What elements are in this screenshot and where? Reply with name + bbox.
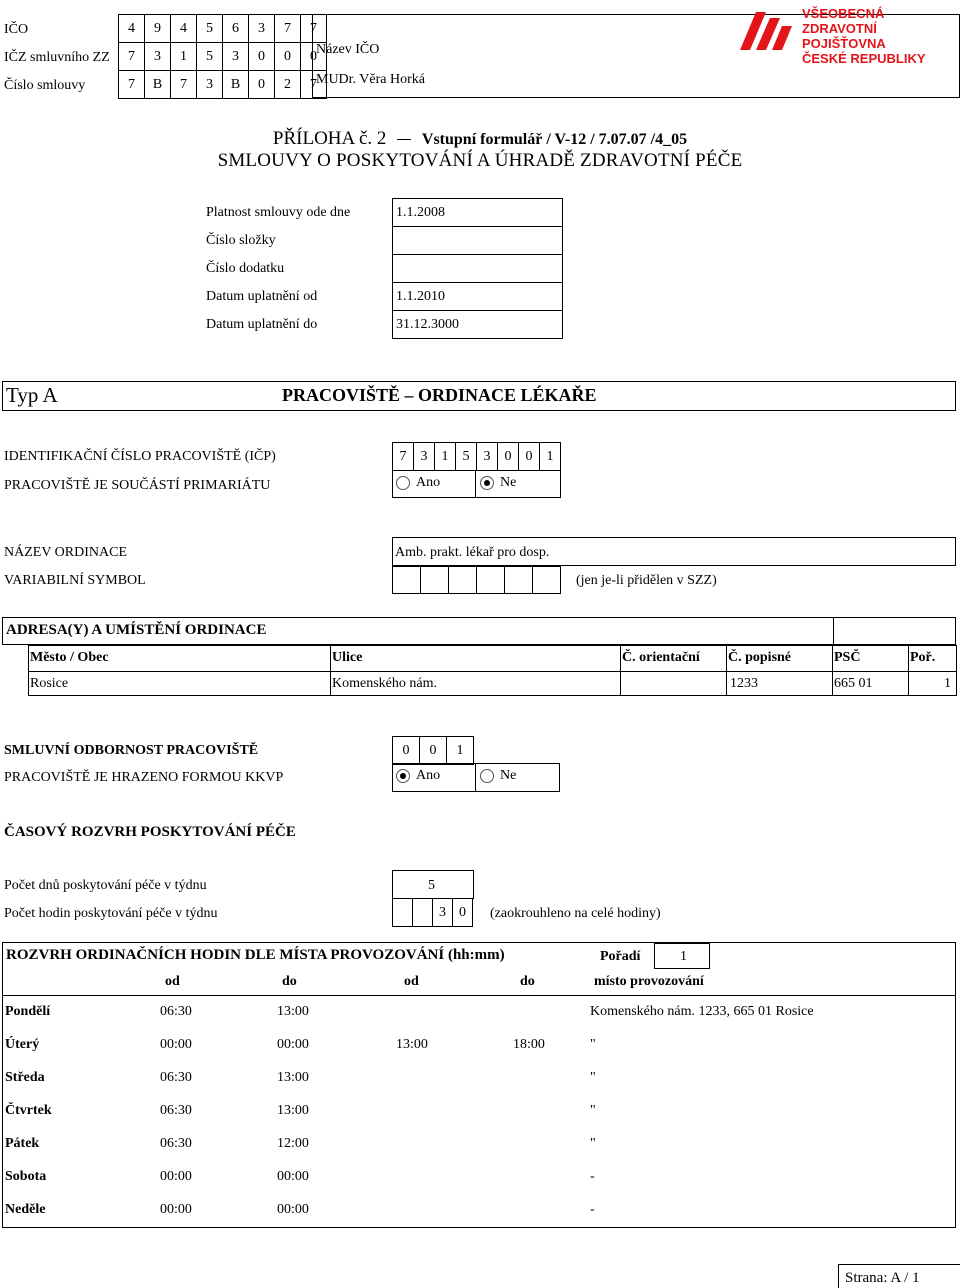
schedule-od1: 00:00 (160, 1202, 192, 1217)
icp-digit-cell: 3 (476, 442, 498, 471)
address-row-line (28, 695, 957, 696)
vzp-logo-icon (738, 6, 794, 54)
section-title: PRACOVIŠTĚ – ORDINACE LÉKAŘE (282, 385, 597, 405)
smlouva-digit-cell: B (222, 70, 249, 99)
schedule-do1: 13:00 (277, 1070, 309, 1085)
address-row-line (28, 671, 957, 672)
odbornost-digit-cell: 1 (446, 736, 474, 765)
schedule-day: Čtvrtek (5, 1103, 52, 1118)
primariat-yes[interactable] (396, 475, 440, 491)
vs-digit-cell[interactable] (448, 566, 477, 594)
smlouva-digit-cell: 7 (300, 70, 327, 99)
schedule-day: Pondělí (5, 1004, 51, 1019)
primariat-no-label: Ne (500, 475, 517, 490)
rozvrh-title: ČASOVÝ ROZVRH POSKYTOVÁNÍ PÉČE (4, 824, 296, 840)
validity-label: Číslo složky (206, 233, 276, 248)
validity-field[interactable] (392, 254, 563, 283)
validity-value: 31.12.3000 (396, 317, 459, 332)
schedule-top-line (2, 942, 956, 943)
ico-label: IČO (4, 22, 29, 37)
schedule-misto: " (590, 1136, 596, 1151)
validity-value: 1.1.2010 (396, 289, 445, 304)
kkvp-yes[interactable] (396, 768, 440, 784)
icz-digit-cell: 0 (274, 42, 301, 71)
ico-digit-cell: 7 (300, 14, 327, 43)
icp-digit-cell: 5 (455, 442, 477, 471)
validity-label: Datum uplatnění od (206, 289, 318, 304)
icz-digit-cell: 0 (248, 42, 275, 71)
vs-label: VARIABILNÍ SYMBOL (4, 573, 146, 588)
dny-value: 5 (428, 878, 435, 893)
schedule-od1: 00:00 (160, 1169, 192, 1184)
validity-value: 1.1.2008 (396, 205, 445, 220)
schedule-misto: Komenského nám. 1233, 665 01 Rosice (590, 1004, 814, 1019)
dny-label: Počet dnů poskytování péče v týdnu (4, 878, 207, 893)
schedule-day: Úterý (5, 1037, 40, 1052)
logo-line2: ZDRAVOTNÍ POJIŠŤOVNA (802, 21, 886, 51)
schedule-misto: - (590, 1169, 595, 1184)
ico-digit-cell: 7 (274, 14, 301, 43)
schedule-bottom-line (2, 1227, 956, 1228)
schedule-do1: 00:00 (277, 1037, 309, 1052)
primariat-yes-label: Ano (416, 475, 441, 490)
hodin-digit-cell[interactable]: 3 (432, 898, 453, 927)
page-number: Strana: A / 1 (845, 1270, 920, 1286)
smlouva-digit-cell: 3 (196, 70, 223, 99)
hodin-label: Počet hodin poskytování péče v týdnu (4, 906, 218, 921)
schedule-od1: 06:30 (160, 1070, 192, 1085)
icz-digit-cell: 1 (170, 42, 197, 71)
icp-digit-cell: 0 (518, 442, 540, 471)
icz-digit-cell: 7 (118, 42, 145, 71)
hodin-digit-cell[interactable] (412, 898, 433, 927)
smlouva-digit-cell: B (144, 70, 171, 99)
schedule-do1: 00:00 (277, 1169, 309, 1184)
schedule-header-cell: od (165, 974, 180, 989)
validity-field[interactable] (392, 226, 563, 255)
schedule-day: Středa (5, 1070, 45, 1085)
schedule-od2: 13:00 (396, 1037, 428, 1052)
address-psc: 665 01 (834, 676, 873, 691)
vs-digit-cell[interactable] (420, 566, 449, 594)
smlouva-digit-cell: 7 (118, 70, 145, 99)
primariat-label: PRACOVIŠTĚ JE SOUČÁSTÍ PRIMARIÁTU (4, 478, 271, 493)
schedule-do1: 12:00 (277, 1136, 309, 1151)
odbornost-digit-cell: 0 (392, 736, 420, 765)
schedule-day: Pátek (5, 1136, 40, 1151)
schedule-misto: " (590, 1070, 596, 1085)
odbornost-digit-cell: 0 (419, 736, 447, 765)
ico-digit-cell: 6 (222, 14, 249, 43)
nazev-ico-value: MUDr. Věra Horká (316, 72, 425, 87)
address-header-cell: PSČ (834, 650, 861, 665)
radio-unchecked-icon[interactable] (396, 476, 410, 490)
radio-unchecked-icon[interactable] (480, 769, 494, 783)
icz-digit-cell: 0 (300, 42, 327, 71)
icz-label: IČZ smluvního ZZ (4, 50, 110, 65)
ico-digit-cell: 4 (118, 14, 145, 43)
validity-label: Datum uplatnění do (206, 317, 318, 332)
form-title-line1 (0, 128, 960, 150)
schedule-od1: 06:30 (160, 1004, 192, 1019)
address-title: ADRESA(Y) A UMÍSTĚNÍ ORDINACE (6, 622, 267, 638)
icz-digit-cell: 3 (144, 42, 171, 71)
schedule-do2: 18:00 (513, 1037, 545, 1052)
schedule-day: Sobota (5, 1169, 47, 1184)
schedule-left-line (2, 942, 3, 1227)
vs-note: (jen je-li přidělen v SZZ) (576, 573, 717, 588)
poradi-label: Pořadí (600, 949, 641, 964)
schedule-header-cell: místo provozování (594, 974, 704, 989)
icp-label: IDENTIFIKAČNÍ ČÍSLO PRACOVIŠTĚ (IČP) (4, 449, 276, 464)
address-street: Komenského nám. (332, 676, 437, 691)
form-title-line2: SMLOUVY O POSKYTOVÁNÍ A ÚHRADĚ ZDRAVOTNÍ PÉČE (217, 150, 743, 171)
schedule-header-cell: do (520, 974, 535, 989)
schedule-od1: 00:00 (160, 1037, 192, 1052)
smlouva-digit-cell: 0 (248, 70, 275, 99)
odbornost-label: SMLUVNÍ ODBORNOST PRACOVIŠTĚ (4, 743, 259, 758)
address-header-cell: Poř. (910, 650, 936, 665)
smlouva-digit-cell: 7 (170, 70, 197, 99)
ico-digit-cell: 3 (248, 14, 275, 43)
address-city: Rosice (30, 676, 69, 691)
schedule-header-line (2, 995, 956, 996)
vs-digit-cell[interactable] (504, 566, 533, 594)
icp-digit-cell: 7 (392, 442, 414, 471)
vs-digit-cell[interactable] (532, 566, 561, 594)
ico-digit-cell: 5 (196, 14, 223, 43)
address-header-divider (833, 617, 834, 645)
address-header-cell: Město / Obec (30, 650, 109, 665)
address-row-line (28, 645, 957, 646)
address-poradi: 1 (944, 676, 951, 691)
schedule-misto: " (590, 1103, 596, 1118)
schedule-od1: 06:30 (160, 1136, 192, 1151)
schedule-do1: 13:00 (277, 1004, 309, 1019)
schedule-misto: - (590, 1202, 595, 1217)
schedule-day: Neděle (5, 1202, 46, 1217)
form-code: Vstupní formulář / V-12 / 7.07.07 /4_05 (421, 131, 688, 148)
type-label: Typ A (6, 383, 58, 407)
vs-digit-cell[interactable] (476, 566, 505, 594)
vzp-logo (738, 6, 960, 66)
schedule-title: ROZVRH ORDINAČNÍCH HODIN DLE MÍSTA PROVOZOVÁNÍ (hh:mm) (6, 947, 505, 963)
nazev-ordinace-value: Amb. prakt. lékař pro dosp. (395, 545, 550, 560)
schedule-header-cell: do (282, 974, 297, 989)
primariat-no[interactable] (480, 475, 516, 491)
validity-label: Platnost smlouvy ode dne (206, 205, 351, 220)
poradi-value: 1 (680, 949, 687, 964)
radio-checked-icon[interactable] (396, 769, 410, 783)
hodin-digit-cell[interactable] (392, 898, 413, 927)
schedule-header-cell: od (404, 974, 419, 989)
kkvp-label: PRACOVIŠTĚ JE HRAZENO FORMOU KKVP (4, 770, 284, 785)
nazev-ordinace-label: NÁZEV ORDINACE (4, 545, 128, 560)
smlouva-digit-cell: 2 (274, 70, 301, 99)
kkvp-no[interactable] (480, 768, 516, 784)
schedule-od1: 06:30 (160, 1103, 192, 1118)
hodin-note: (zaokrouhleno na celé hodiny) (490, 906, 661, 921)
title-dash (397, 139, 411, 140)
kkvp-yes-label: Ano (416, 768, 441, 783)
schedule-do1: 00:00 (277, 1202, 309, 1217)
validity-label: Číslo dodatku (206, 261, 285, 276)
nazev-ico-label: Název IČO (316, 42, 380, 57)
radio-checked-icon[interactable] (480, 476, 494, 490)
kkvp-no-label: Ne (500, 768, 517, 783)
schedule-do1: 13:00 (277, 1103, 309, 1118)
priloha-label: PŘÍLOHA č. 2 (272, 128, 387, 149)
schedule-misto: " (590, 1037, 596, 1052)
address-popisne: 1233 (730, 676, 758, 691)
icp-digit-cell: 1 (434, 442, 456, 471)
hodin-digit-cell[interactable]: 0 (452, 898, 473, 927)
schedule-right-line (955, 942, 956, 1227)
icp-digit-cell: 1 (539, 442, 561, 471)
vs-digit-cell[interactable] (392, 566, 421, 594)
icz-digit-cell: 3 (222, 42, 249, 71)
icz-digit-cell: 5 (196, 42, 223, 71)
ico-digit-cell: 4 (170, 14, 197, 43)
address-header-cell: Ulice (332, 650, 363, 665)
smlouva-label: Číslo smlouvy (4, 78, 86, 93)
logo-line1: VŠEOBECNÁ (802, 6, 885, 21)
logo-line3: ČESKÉ REPUBLIKY (802, 51, 926, 66)
icp-digit-cell: 0 (497, 442, 519, 471)
address-header-cell: Č. popisné (728, 650, 792, 665)
ico-digit-cell: 9 (144, 14, 171, 43)
address-header-cell: Č. orientační (622, 650, 700, 665)
icp-digit-cell: 3 (413, 442, 435, 471)
